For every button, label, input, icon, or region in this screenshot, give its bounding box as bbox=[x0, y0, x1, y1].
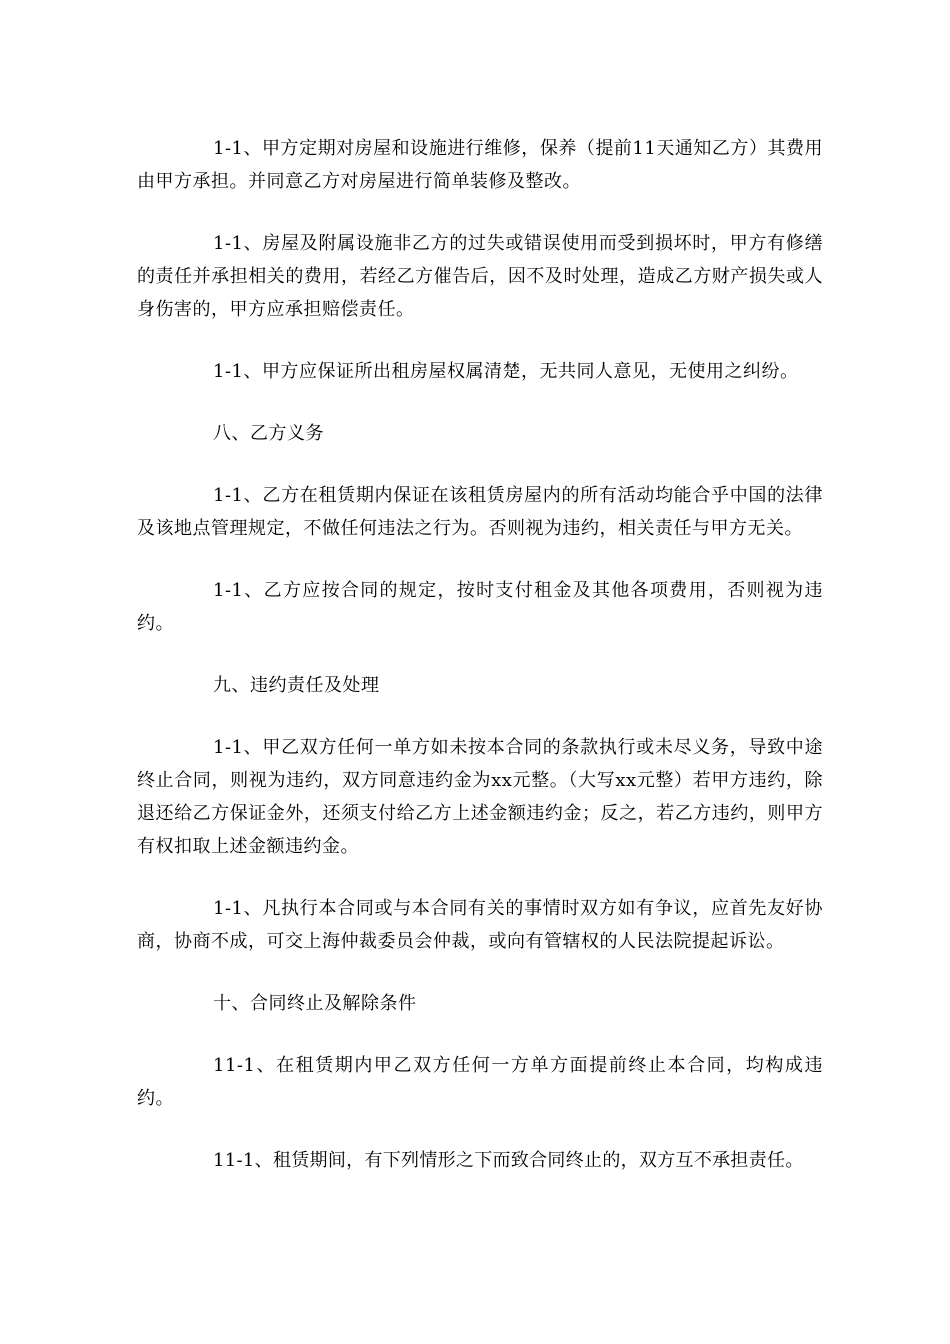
clause-paragraph: 1-1、甲方定期对房屋和设施进行维修，保养（提前11天通知乙方）其费用由甲方承担。并同意乙方对房屋进行简单装修及整改。 bbox=[137, 138, 823, 192]
document-page bbox=[137, 132, 823, 1206]
section-heading: 十、合同终止及解除条件 bbox=[213, 993, 417, 1014]
clause-paragraph: 1-1、凡执行本合同或与本合同有关的事情时双方如有争议，应首先友好协商，协商不成，可交上海仲裁委员会仲裁，或向有管辖权的人民法院提起诉讼。 bbox=[137, 898, 823, 952]
clause-paragraph: 1-1、房屋及附属设施非乙方的过失或错误使用而受到损坏时，甲方有修缮的责任并承担相关的费用，若经乙方催告后，因不及时处理，造成乙方财产损失或人身伤害的，甲方应承担赔偿责任。 bbox=[137, 233, 823, 320]
section-heading: 八、乙方义务 bbox=[213, 423, 324, 444]
clause-paragraph: 1-1、甲乙双方任何一单方如未按本合同的条款执行或未尽义务，导致中途终止合同，则视为违约，双方同意违约金为xx元整。（大写xx元整）若甲方违约，除退还给乙方保证金外，还须支付给乙方上述金额违约金；反之，若乙方违约，则甲方有权扣取上述金额违约金。 bbox=[137, 737, 823, 857]
clause-paragraph: 1-1、甲方应保证所出租房屋权属清楚，无共同人意见，无使用之纠纷。 bbox=[213, 361, 799, 382]
section-heading: 九、违约责任及处理 bbox=[213, 675, 380, 696]
clause-paragraph: 11-1、在租赁期内甲乙双方任何一方单方面提前终止本合同，均构成违约。 bbox=[137, 1055, 823, 1109]
clause-paragraph: 11-1、租赁期间，有下列情形之下而致合同终止的，双方互不承担责任。 bbox=[213, 1150, 804, 1171]
clause-paragraph: 1-1、乙方在租赁期内保证在该租赁房屋内的所有活动均能合乎中国的法律及该地点管理规定，不做任何违法之行为。否则视为违约，相关责任与甲方无关。 bbox=[137, 485, 823, 539]
clause-paragraph: 1-1、乙方应按合同的规定，按时支付租金及其他各项费用，否则视为违约。 bbox=[137, 580, 823, 634]
